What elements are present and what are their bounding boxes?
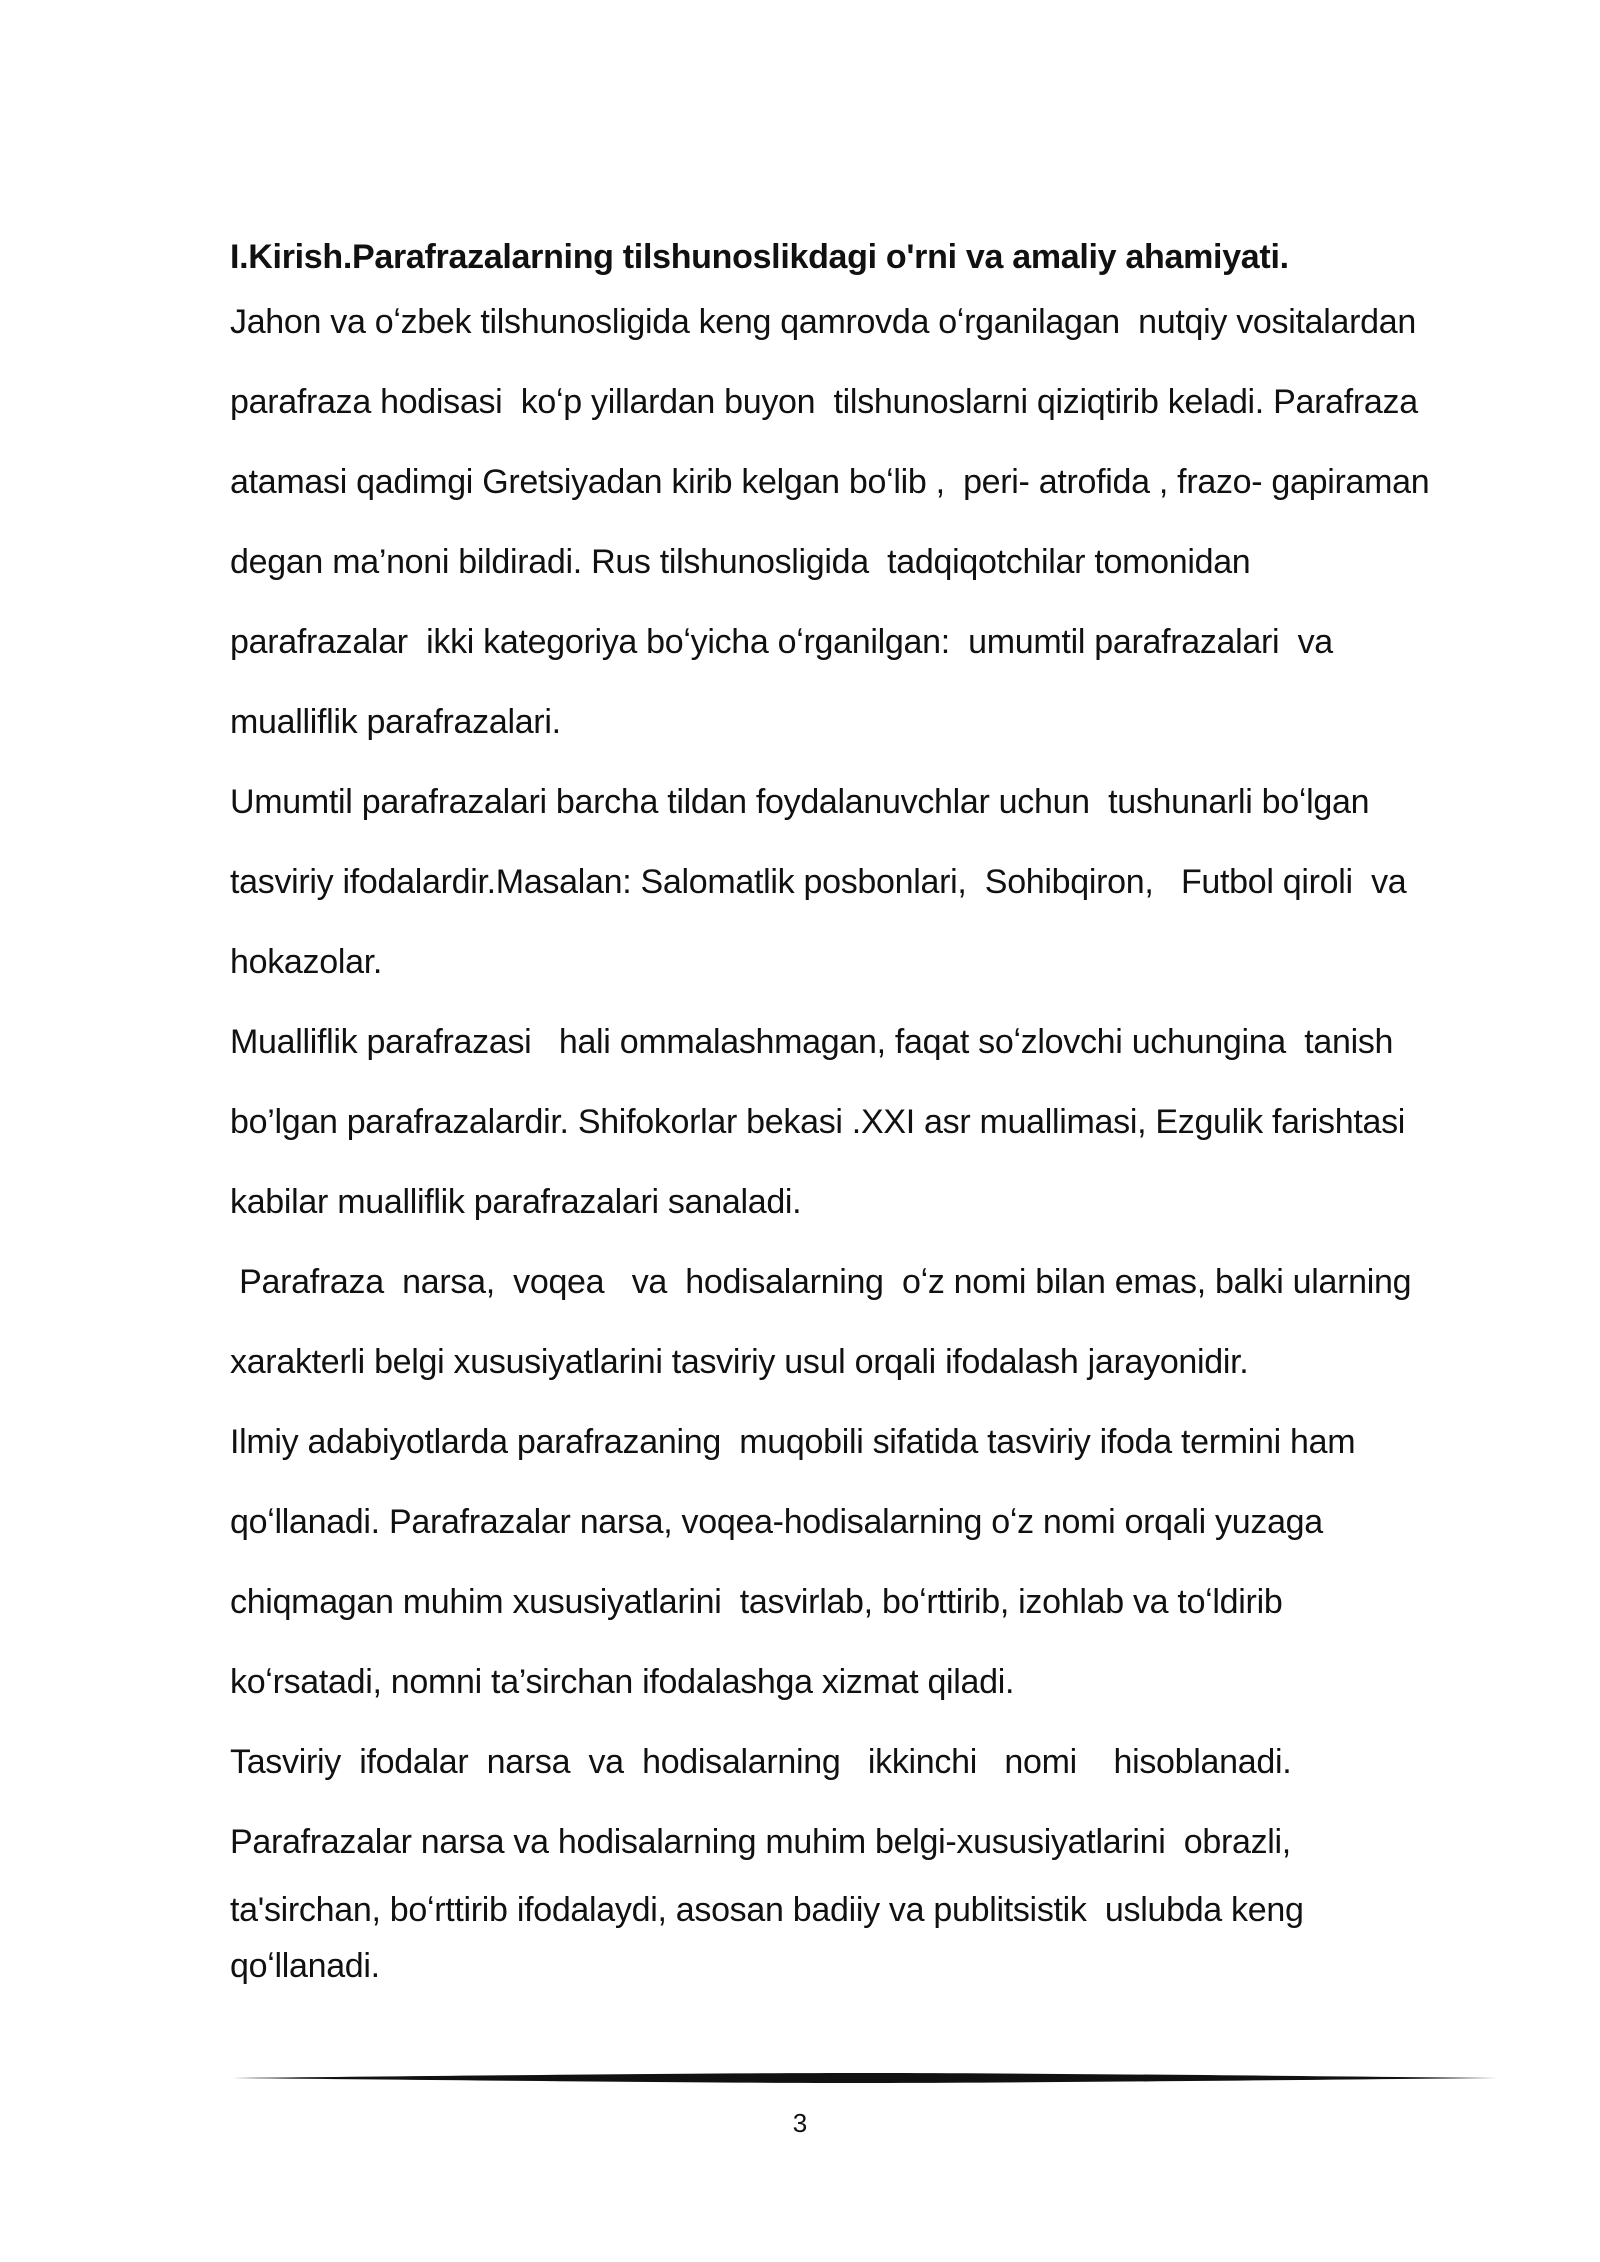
paragraph-line: mualliflik parafrazalari. [230,703,561,741]
paragraph-line: Tasviriy ifodalar narsa va hodisalarning ikkinchi nomi hisoblanadi. [230,1743,1292,1781]
paragraph-line: koʻrsatadi, nomni ta’sirchan ifodalashga xizmat qiladi. [230,1663,1015,1701]
paragraph-line: qoʻllanadi. Parafrazalar narsa, voqea-hodisalarning oʻz nomi orqali yuzaga [230,1503,1323,1541]
paragraph-line: Jahon va oʻzbek tilshunosligida keng qamrovda oʻrganilagan nutqiy vositalardan [230,303,1416,341]
paragraph-line: Umumtil parafrazalari barcha tildan foydalanuvchlar uchun tushunarli boʻlgan [230,783,1370,821]
paragraph-line: chiqmagan muhim xususiyatlarini tasvirlab, boʻrttirib, izohlab va toʻldirib [230,1583,1283,1621]
paragraph-line: tasviriy ifodalardir.Masalan: Salomatlik posbonlari, Sohibqiron, Futbol qiroli va [230,863,1407,901]
page-body [230,232,1505,1994]
paragraph-line: parafraza hodisasi koʻp yillardan buyon tilshunoslarni qiziqtirib keladi. Parafraza [230,383,1418,421]
paragraph-line: atamasi qadimgi Gretsiyadan kirib kelgan boʻlib , peri- atrofida , frazo- gapiraman [230,463,1430,501]
section-heading: I.Kirish.Parafrazalarning tilshunoslikdagi o'rni va amaliy ahamiyati. [230,238,1289,276]
paragraph-line: Ilmiy adabiyotlarda parafrazaning muqobili sifatida tasviriy ifoda termini ham [230,1423,1356,1461]
paragraph-line: Mualliflik parafrazasi hali ommalashmagan, faqat soʻzlovchi uchungina tanish [230,1023,1394,1061]
paragraph-line: ta'sirchan, boʻrttirib ifodalaydi, asosan badiiy va publitsistik uslubda keng [230,1891,1304,1929]
paragraph-line: hokazolar. [230,943,382,981]
paragraph-line: qoʻllanadi. [230,1947,380,1985]
paragraph-line: parafrazalar ikki kategoriya boʻyicha oʻrganilgan: umumtil parafrazalari va [230,623,1333,661]
footer-divider [232,2069,1497,2087]
page-number: 3 [792,2108,808,2138]
paragraph-line: Parafrazalar narsa va hodisalarning muhim belgi-xususiyatlarini obrazli, [230,1823,1291,1861]
paragraph-line: bo’lgan parafrazalardir. Shifokorlar bekasi .XXI asr muallimasi, Ezgulik farishtasi [230,1103,1406,1141]
paragraph-line: kabilar mualliflik parafrazalari sanaladi. [230,1183,802,1221]
paragraph-line: Parafraza narsa, voqea va hodisalarning oʻz nomi bilan emas, balki ularning [230,1263,1412,1301]
paragraph-line: degan ma’noni bildiradi. Rus tilshunosligida tadqiqotchilar tomonidan [230,543,1251,581]
paragraph-line: xarakterli belgi xususiyatlarini tasviriy usul orqali ifodalash jarayonidir. [230,1343,1249,1381]
